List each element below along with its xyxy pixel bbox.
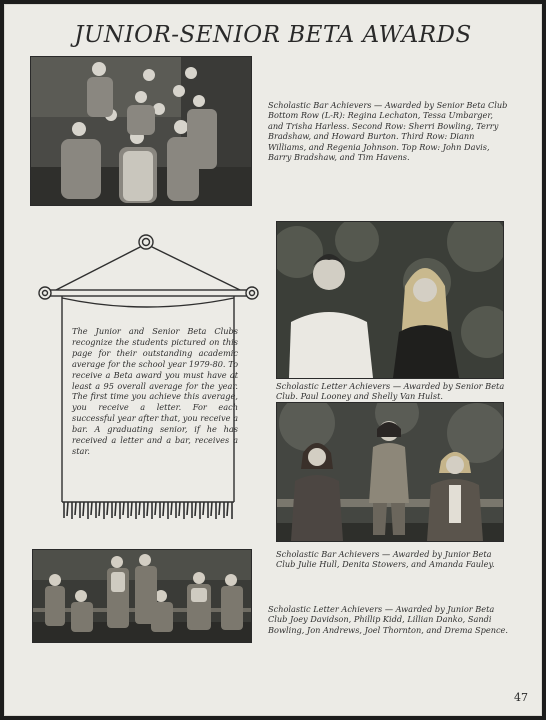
junior-bar-achievers-photo: [276, 402, 504, 542]
yearbook-page: [4, 4, 542, 716]
senior-letter-achievers-photo: [276, 221, 504, 379]
banner-text: The Junior and Senior Beta Clubs recognize the students pictured on this page for their outstanding academic average for the school year 1979-80. To receive a Beta award you must have at least a 95 overall average for the year. The first time you achieve this average, you receive a letter. For each successful year after that, you receive a bar. A graduating senior, if he has received a letter and a bar, receives a star.: [72, 326, 238, 456]
page-title: JUNIOR-SENIOR BETA AWARDS: [74, 22, 472, 48]
page-number: 47: [514, 691, 528, 704]
caption-senior-letter-achievers: Scholastic Letter Achievers — Awarded by Senior Beta Club. Paul Looney and Shelly Van Hulst.: [276, 381, 505, 402]
caption-junior-bar-achievers: Scholastic Bar Achievers — Awarded by Junior Beta Club Julie Hull, Denita Stowers, and Amanda Fauley.: [276, 549, 495, 570]
junior-letter-achievers-photo: [32, 549, 252, 643]
caption-junior-letter-achievers: Scholastic Letter Achievers — Awarded by Junior Beta Club Joey Davidson, Phillip Kidd, Lillian Danko, Sandi Bowling, Jon Andrews, Joel Thornton, and Drema Spence.: [268, 604, 508, 635]
caption-senior-bar-achievers: Scholastic Bar Achievers — Awarded by Senior Beta Club Bottom Row (L-R): Regina Lechaton, Tessa Umbarger, and Trisha Harless. Second Row: Sherri Bowling, Terry Bradshaw, and Howard Burton. Third Row: Diann Williams, and Regenia Johnson. Top Row: John Davis, Barry Bradshaw, and Tim Havens.: [268, 100, 508, 163]
senior-bar-achievers-photo: [30, 56, 252, 206]
